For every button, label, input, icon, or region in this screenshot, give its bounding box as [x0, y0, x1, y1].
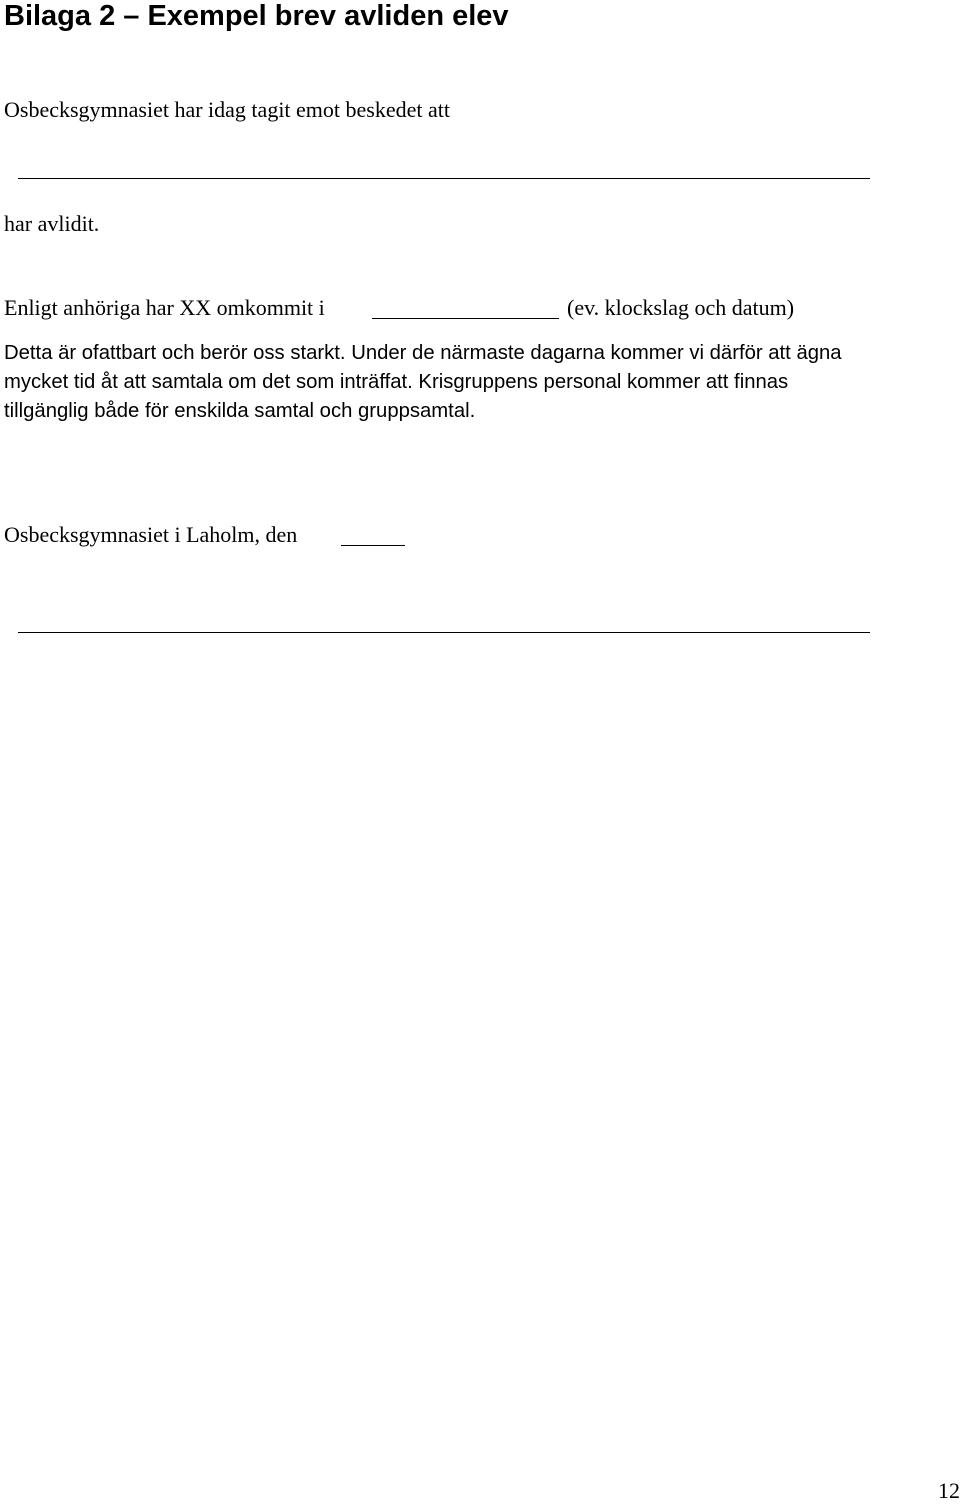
paragraph-line: mycket tid åt att samtala om det som inträffat. Krisgruppens personal kommer att finnas	[4, 371, 789, 393]
document-title: Bilaga 2 – Exempel brev avliden elev	[4, 0, 509, 32]
paragraph-line: tillgänglig både för enskilda samtal och gruppsamtal.	[4, 400, 476, 422]
page-number: 12	[938, 1478, 960, 1503]
place-blank-line	[372, 318, 559, 319]
name-blank-line	[18, 178, 870, 179]
relatives-suffix-text: (ev. klockslag och datum)	[567, 295, 795, 320]
relatives-prefix-text: Enligt anhöriga har XX omkommit i	[4, 295, 325, 320]
signature-blank-line	[18, 632, 870, 633]
paragraph-line: Detta är ofattbart och berör oss starkt. Under de närmaste dagarna kommer vi därför att ägna	[4, 342, 842, 364]
deceased-text: har avlidit.	[4, 211, 100, 236]
signature-prefix-text: Osbecksgymnasiet i Laholm, den	[4, 522, 298, 547]
date-blank-line	[341, 545, 405, 546]
intro-text: Osbecksgymnasiet har idag tagit emot beskedet att	[4, 97, 450, 122]
message-paragraph	[4, 339, 954, 426]
